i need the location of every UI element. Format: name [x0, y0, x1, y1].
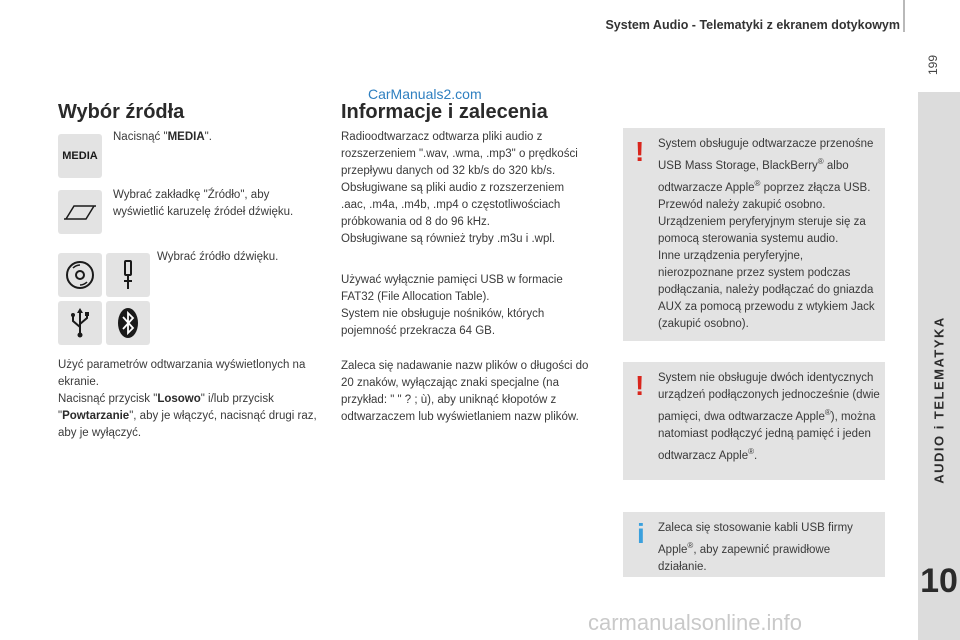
- filename-advice-text: Zaleca się nadawanie nazw plików o długości do 20 znaków, wyłączając znaki specjalne (na przykład: " " ? ; ù), aby uniknąć kłopotów z odtwarzaczem lub wyświetlaniem nazw plików.: [341, 360, 589, 423]
- usb-format-text: Używać wyłącznie pamięci USB w formacie FAT32 (File Allocation Table). System nie obsługuje nośników, których pojemność przekracza 64 GB.: [341, 274, 563, 337]
- audio-formats-text: Radioodtwarzacz odtwarza pliki audio z rozszerzeniem ".wav, .wma, .mp3" o prędkości przepływu danych od 32 kb/s do 320 kb/s. Obsługiwane są pliki audio z rozszerzeniem .aac, .m4a, .m4b, .mp4 o częstotliwościach próbkowania od 8 do 96 kHz. Obsługiwane są również tryby .m3u i .wpl.: [341, 131, 578, 245]
- chapter-label: AUDIO i TELEMATYKA: [931, 316, 947, 484]
- cd-icon: [58, 253, 102, 297]
- warning-note-devices-text: System nie obsługuje dwóch identycznych urządzeń podłączonych jednocześnie (dwie pamięci, dwa odtwarzacze Apple®), można natomiast podłączyć jedną pamięć i jeden odtwarzacz Apple®.: [658, 372, 880, 462]
- warning-icon: !: [635, 136, 645, 167]
- watermark-bottom: carmanualsonline.info: [588, 610, 803, 635]
- info-note-cables-text: Zaleca się stosowanie kabli USB firmy Apple®, aby zapewnić prawidłowe działanie.: [658, 522, 853, 573]
- section-title-source: Wybór źródła: [58, 101, 185, 123]
- step-press-media: Nacisnąć "MEDIA".: [113, 131, 212, 143]
- running-header: System Audio - Telematyki z ekranem dotykowym: [605, 18, 900, 32]
- playback-params-text: Użyć parametrów odtwarzania wyświetlonych na ekranie. Nacisnąć przycisk "Losowo" i/lub przycisk "Powtarzanie", aby je włączyć, nacisnąć drugi raz, aby je wyłączyć.: [58, 359, 317, 439]
- media-button-icon: MEDIA: [58, 134, 102, 178]
- section-title-info: Informacje i zalecenia: [341, 101, 548, 123]
- warning-note-devices: [623, 362, 885, 480]
- step-select-sound-source: Wybrać źródło dźwięku.: [157, 251, 279, 263]
- warning-icon: !: [635, 370, 645, 401]
- watermark-top: CarManuals2.com: [368, 86, 482, 102]
- bluetooth-icon: [106, 301, 150, 345]
- header-divider: [903, 0, 905, 32]
- source-tab-icon: [58, 190, 102, 234]
- info-note-cables: [623, 512, 885, 577]
- warning-note-usb-text: System obsługuje odtwarzacze przenośne USB Mass Storage, BlackBerry® albo odtwarzacze Apple® poprzez złącza USB. Przewód należy zakupić osobno. Urządzeniem peryferyjnym steruje się za pomocą sterowania systemu audio. Inne urządzenia peryferyjne, nierozpoznane przez system podczas podłączania, należy podłączać do gniazda AUX za pomocą przewodu z wtykiem Jack (zakupić osobno).: [658, 138, 875, 330]
- usb-icon: [58, 301, 102, 345]
- info-icon: i: [637, 518, 645, 549]
- page-number: 199: [926, 54, 940, 76]
- chapter-number: 10: [920, 562, 958, 600]
- warning-note-usb: [623, 128, 885, 341]
- aux-jack-icon: [106, 253, 150, 297]
- step-select-source-tab: Wybrać zakładkę "Źródło", aby wyświetlić karuzelę źródeł dźwięku.: [113, 189, 294, 218]
